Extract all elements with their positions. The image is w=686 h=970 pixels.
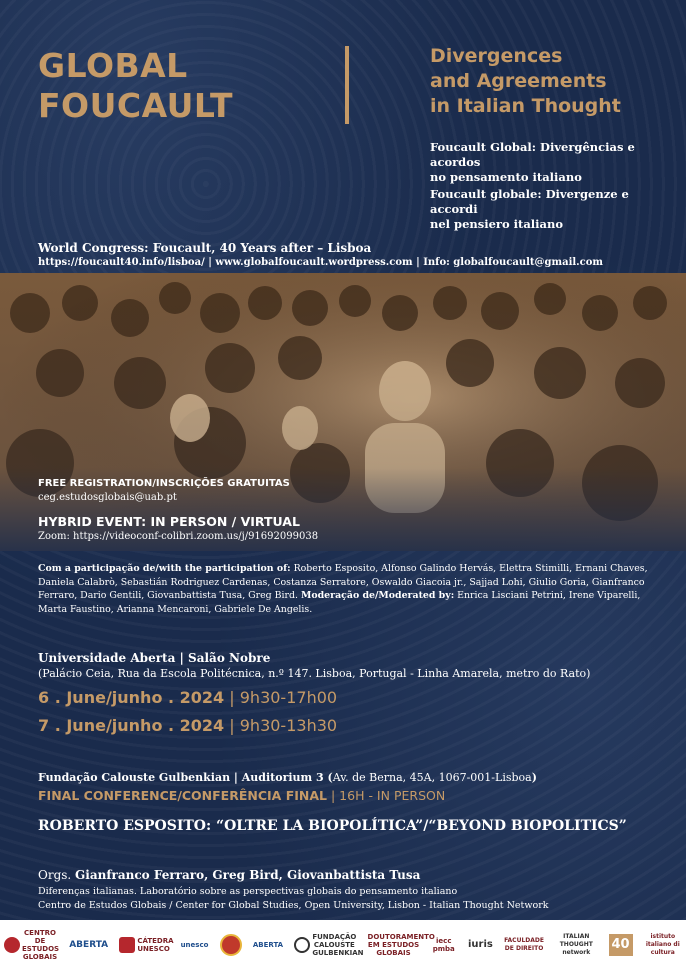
aberta-logo-text: ABERTA — [69, 940, 109, 950]
iecc-logo-text: iecc pmba — [432, 937, 455, 953]
zoom-link[interactable]: Zoom: https://videoconf-colibri.zoom.us/j/91692099038 — [38, 531, 319, 542]
sponsor-logo-strip — [0, 920, 686, 970]
italian-thought-logo-icon — [555, 933, 597, 957]
participants-names: Roberto Esposito, Alfonso Galindo Hervás, Elettra Stimilli, Ernani Chaves, Daniela Calabrò, Sebastián Rodriguez Cardenas, Costanza Serratore, Oswaldo Giacoia jr., Sajjad Lohi, Giulio Goria, Gianfranco Ferraro, Dario Gentili, Giovanbattista Tusa, Greg Bird. — [38, 563, 648, 601]
ceg-logo-mark — [4, 937, 20, 953]
subtitle-pt-line2: no pensamento italiano — [430, 170, 582, 184]
photo-illustration — [0, 273, 686, 551]
ceg-logo-icon — [4, 929, 58, 961]
participants-lead: Com a participação de/with the participation of: — [38, 563, 291, 574]
date-1: 6 . June/junho . 2024 — [38, 688, 225, 707]
subtitle-it-line2: nel pensiero italiano — [430, 217, 564, 231]
final-conference-mode: 16H - IN PERSON — [339, 788, 446, 803]
keynote-lecture: ROBERTO ESPOSITO: “OLTRE LA BIOPOLÍTICA”/“BEYOND BIOPOLITICS” — [38, 818, 627, 834]
forty-years-logo-text: 40 — [609, 934, 633, 956]
subtitle-portuguese — [430, 140, 675, 185]
organizers-lead: Orgs. — [38, 868, 76, 882]
iuris-logo-icon — [468, 941, 493, 949]
seal-logo-mark — [220, 934, 242, 956]
ceg-logo-text: CENTRO DE ESTUDOS GLOBAIS — [22, 929, 60, 961]
subtitle-pt-line1: Foucault Global: Divergências e acordos — [430, 140, 635, 169]
congress-links[interactable]: https://foucault40.info/lisboa/ | www.globalfoucault.wordpress.com | Info: globalfoucault@gmail.com — [38, 257, 603, 268]
event-theme — [430, 44, 621, 119]
venue2-title-text: Fundação Calouste Gulbenkian | Auditorium 3 ( — [38, 771, 333, 784]
catedra-unesco-logo-icon — [119, 937, 174, 953]
organizers-names: Gianfranco Ferraro, Greg Bird, Giovanbattista Tusa — [75, 868, 421, 882]
audience-photo — [0, 273, 686, 551]
event-title-line2: FOUCAULT — [38, 86, 234, 125]
venue2-close-paren: ) — [531, 771, 537, 784]
event-title — [38, 46, 233, 126]
event-theme-line2: and Agreements — [430, 70, 607, 92]
venue2-address: Av. de Berna, 45A, 1067-001-Lisboa — [332, 771, 532, 784]
organizers-line — [38, 868, 420, 882]
event-theme-line3: in Italian Thought — [430, 95, 621, 117]
date-line-1 — [38, 688, 337, 707]
date-1-separator: | — [224, 688, 240, 707]
gulbenkian-logo-icon — [294, 933, 364, 957]
gulbenkian-logo-mark — [294, 937, 310, 953]
subtitle-it-line1: Foucault globale: Divergenze e accordi — [430, 187, 629, 216]
registration-title: FREE REGISTRATION/INSCRIÇÕES GRATUITAS — [38, 478, 290, 489]
time-1: 9h30-17h00 — [239, 688, 338, 707]
congress-title: World Congress: Foucault, 40 Years after – Lisboa — [38, 241, 372, 255]
istituto-logo-text: istituto italiano di cultura — [645, 933, 680, 956]
date-line-2 — [38, 716, 337, 735]
unesco-logo-text: unesco — [180, 941, 209, 949]
moderators-names: Enrica Lisciani Petrini, Irene Viparelli, Marta Faustino, Arianna Mencaroni, Gabriele De Angelis. — [38, 590, 641, 615]
iecc-logo-icon — [431, 937, 457, 953]
aberta-small-logo-text: ABERTA — [252, 941, 284, 949]
final-conference-line — [38, 788, 445, 803]
faculdade-direito-logo-icon — [504, 937, 544, 953]
venue2-title — [38, 771, 537, 784]
center-description: Centro de Estudos Globais / Center for Global Studies, Open University, Lisbon - Italian Thought Network — [38, 900, 549, 911]
faculdade-logo-text: FACULDADE DE DIREITO — [504, 937, 544, 952]
lab-description: Diferenças italianas. Laboratório sobre as perspectivas globais do pensamento italiano — [38, 886, 458, 897]
catedra-logo-text: CÁTEDRA UNESCO — [137, 937, 174, 953]
hybrid-event-label: HYBRID EVENT: IN PERSON / VIRTUAL — [38, 514, 300, 529]
registration-email[interactable]: ceg.estudosglobais@uab.pt — [38, 492, 177, 503]
doutoramento-logo-text: DOUTORAMENTO EM ESTUDOS GLOBAIS — [367, 933, 435, 957]
unesco-logo-icon — [181, 941, 209, 949]
moderators-lead: Moderação de/Moderated by: — [301, 590, 455, 601]
event-title-line1: GLOBAL — [38, 46, 188, 85]
final-conference-separator: | — [327, 788, 340, 803]
aberta-logo-icon — [69, 941, 108, 949]
time-2: 9h30-13h30 — [239, 716, 338, 735]
gulbenkian-logo-text: FUNDAÇÃO CALOUSTE GULBENKIAN — [312, 933, 364, 957]
italian-thought-logo-text: ITALIAN THOUGHT network — [559, 933, 593, 956]
final-conference-label: FINAL CONFERENCE/CONFERÊNCIA FINAL — [38, 788, 327, 803]
venue1-address: (Palácio Ceia, Rua da Escola Politécnica, n.º 147. Lisboa, Portugal - Linha Amarela, metro do Rato) — [38, 667, 591, 680]
doutoramento-logo-icon — [367, 933, 435, 957]
seal-logo-icon — [220, 934, 242, 956]
venue1-title: Universidade Aberta | Salão Nobre — [38, 651, 271, 665]
iuris-logo-text: iuris — [467, 939, 493, 950]
istituto-italiano-logo-icon — [644, 933, 682, 957]
forty-years-logo-icon — [609, 934, 633, 956]
participants-paragraph — [38, 562, 660, 616]
title-divider — [345, 46, 349, 124]
date-2: 7 . June/junho . 2024 — [38, 716, 225, 735]
catedra-logo-mark — [119, 937, 135, 953]
date-2-separator: | — [224, 716, 240, 735]
event-theme-line1: Divergences — [430, 45, 563, 67]
aberta-small-logo-icon — [253, 941, 283, 949]
subtitle-italian — [430, 187, 675, 232]
